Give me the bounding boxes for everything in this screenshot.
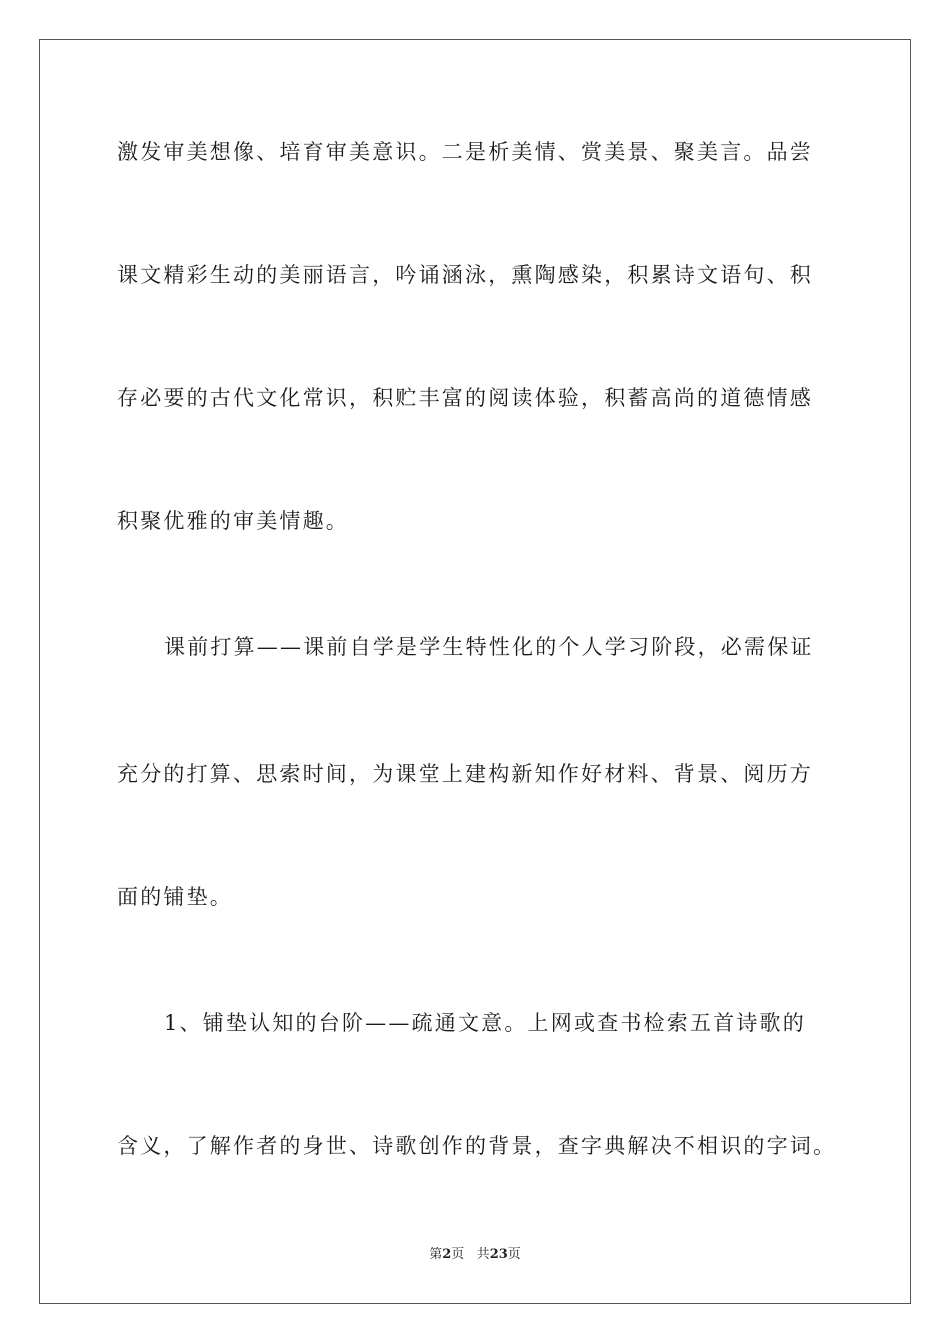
footer-total-prefix: 共 [476, 1247, 490, 1262]
footer-total-suffix: 页 [507, 1247, 521, 1262]
footer-page-suffix: 页 [451, 1247, 465, 1262]
page-footer [0, 1246, 950, 1264]
text-line-9: 含义，了解作者的身世、诗歌创作的背景，查字典解决不相识的字词。 [117, 1134, 837, 1158]
page-border [39, 39, 911, 1304]
text-line-7: 面的铺垫。 [117, 885, 233, 909]
footer-page-number: 2 [442, 1247, 452, 1262]
text-line-6: 充分的打算、思索时间，为课堂上建构新知作好材料、背景、阅历方 [117, 762, 813, 786]
text-line-8: 1、铺垫认知的台阶——疏通文意。上网或查书检索五首诗歌的 [164, 1011, 806, 1035]
text-line-1: 激发审美想像、培育审美意识。二是析美情、赏美景、聚美言。品尝 [117, 140, 813, 164]
text-line-2: 课文精彩生动的美丽语言，吟诵涵泳，熏陶感染，积累诗文语句、积 [117, 263, 813, 287]
text-line-3: 存必要的古代文化常识，积贮丰富的阅读体验，积蓄高尚的道德情感 [117, 386, 813, 410]
text-line-4: 积聚优雅的审美情趣。 [117, 509, 349, 533]
footer-total-pages: 23 [489, 1247, 508, 1262]
text-line-5: 课前打算——课前自学是学生特性化的个人学习阶段，必需保证 [164, 635, 814, 659]
footer-page-prefix: 第 [429, 1247, 443, 1262]
